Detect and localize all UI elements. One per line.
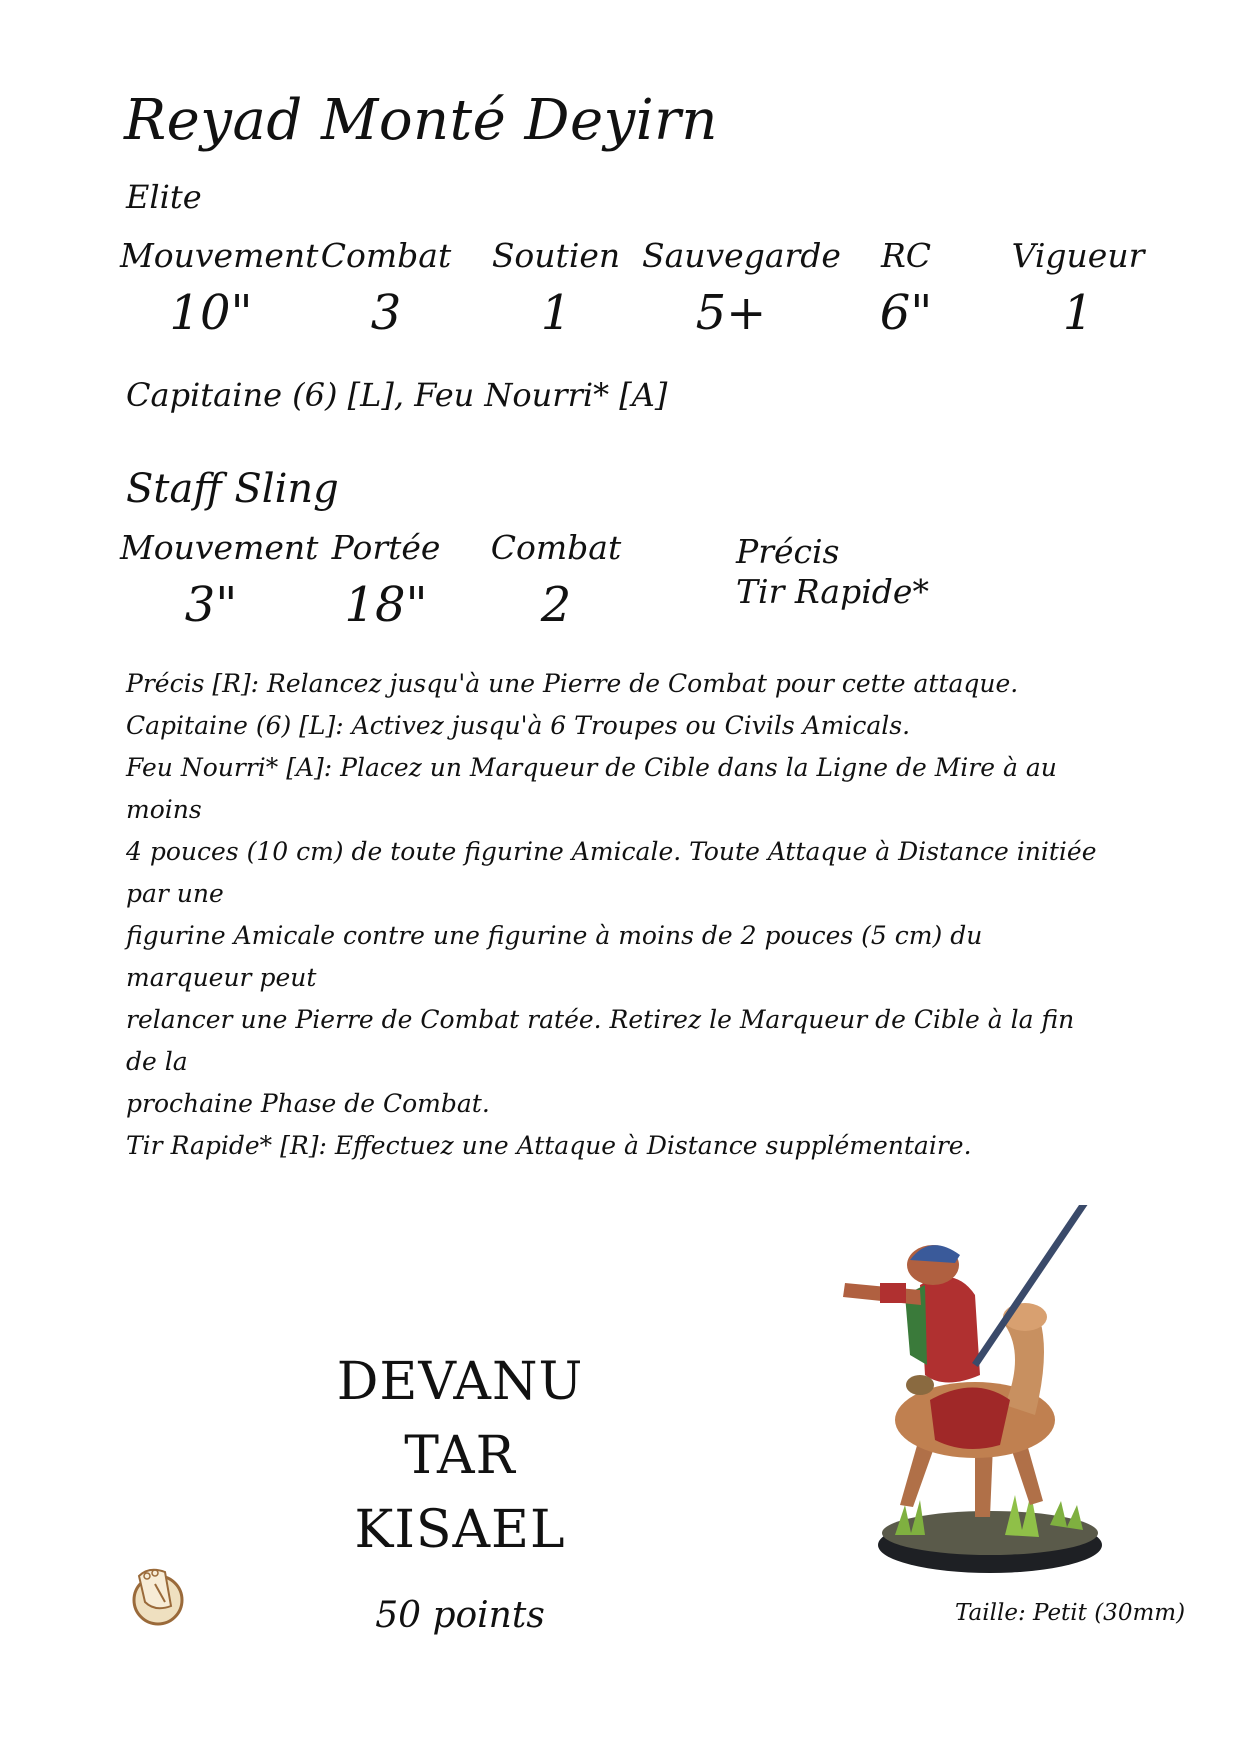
stat-sauvegarde [642,236,841,341]
weapon-stat-combat [470,528,642,633]
trait-precis: Précis [736,532,840,571]
weapon-stat-mouvement [120,528,319,633]
unit-stat-row [120,236,1164,341]
stat-value: 3" [184,577,238,633]
rule-line: relancer une Pierre de Combat ratée. Retirez le Marqueur de Cible à la fin de la [126,1005,1075,1076]
stat-mouvement [120,236,319,341]
rules-text [126,663,1106,1167]
stat-value: 6" [879,285,933,341]
weapon-name: Staff Sling [126,466,339,512]
miniature-image [825,1205,1145,1585]
rule-line: figurine Amicale contre une figurine à moins de 2 pouces (5 cm) du marqueur peut [126,921,983,992]
weapon-traits [736,532,929,612]
model-size: Taille: Petit (30mm) [955,1600,1186,1626]
stat-label: Mouvement [120,236,319,275]
stat-value: 1 [1062,285,1094,341]
stat-value: 1 [540,285,572,341]
stat-vigueur [992,236,1164,341]
rule-line: 4 pouces (10 cm) de toute figurine Amicale. Toute Attaque à Distance initiée par une [126,837,1097,908]
stat-rc [820,236,992,341]
stat-label: Combat [320,236,452,275]
stat-value: 10" [169,285,253,341]
rule-line: prochaine Phase de Combat. [126,1089,490,1118]
rule-line: Précis [R]: Relancez jusqu'à une Pierre de Combat pour cette attaque. [126,669,1019,698]
stat-label: Soutien [491,236,621,275]
stat-label: Sauvegarde [642,236,841,275]
faction-line: DEVANU [336,1352,584,1412]
trait-tir-rapide: Tir Rapide* [736,572,929,611]
faction-name [300,1345,620,1567]
abilities-line: Capitaine (6) [L], Feu Nourri* [A] [126,376,668,414]
stat-soutien [470,236,642,341]
stat-label: Combat [490,528,622,567]
rule-line: Feu Nourri* [A]: Placez un Marqueur de Cible dans la Ligne de Mire à au moins [126,753,1057,824]
unit-rank: Elite [126,178,202,216]
faction-logo-icon [125,1562,191,1628]
rule-line: Tir Rapide* [R]: Effectuez une Attaque à Distance supplémentaire. [126,1131,972,1160]
weapon-stat-row [120,528,642,633]
stat-label: Portée [331,528,441,567]
weapon-stat-portee [302,528,470,633]
stat-label: RC [880,236,932,275]
unit-name: Reyad Monté Deyirn [124,88,718,153]
stat-label: Vigueur [1011,236,1145,275]
stat-value: 5+ [695,285,767,341]
faction-line: KISAEL [354,1500,566,1560]
stat-value: 3 [370,285,402,341]
stat-label: Mouvement [120,528,319,567]
stat-combat [302,236,470,341]
points-cost: 50 points [375,1595,545,1636]
rule-line: Capitaine (6) [L]: Activez jusqu'à 6 Troupes ou Civils Amicals. [126,711,911,740]
stat-value: 18" [344,577,428,633]
stat-value: 2 [540,577,572,633]
faction-line: TAR [404,1426,516,1486]
